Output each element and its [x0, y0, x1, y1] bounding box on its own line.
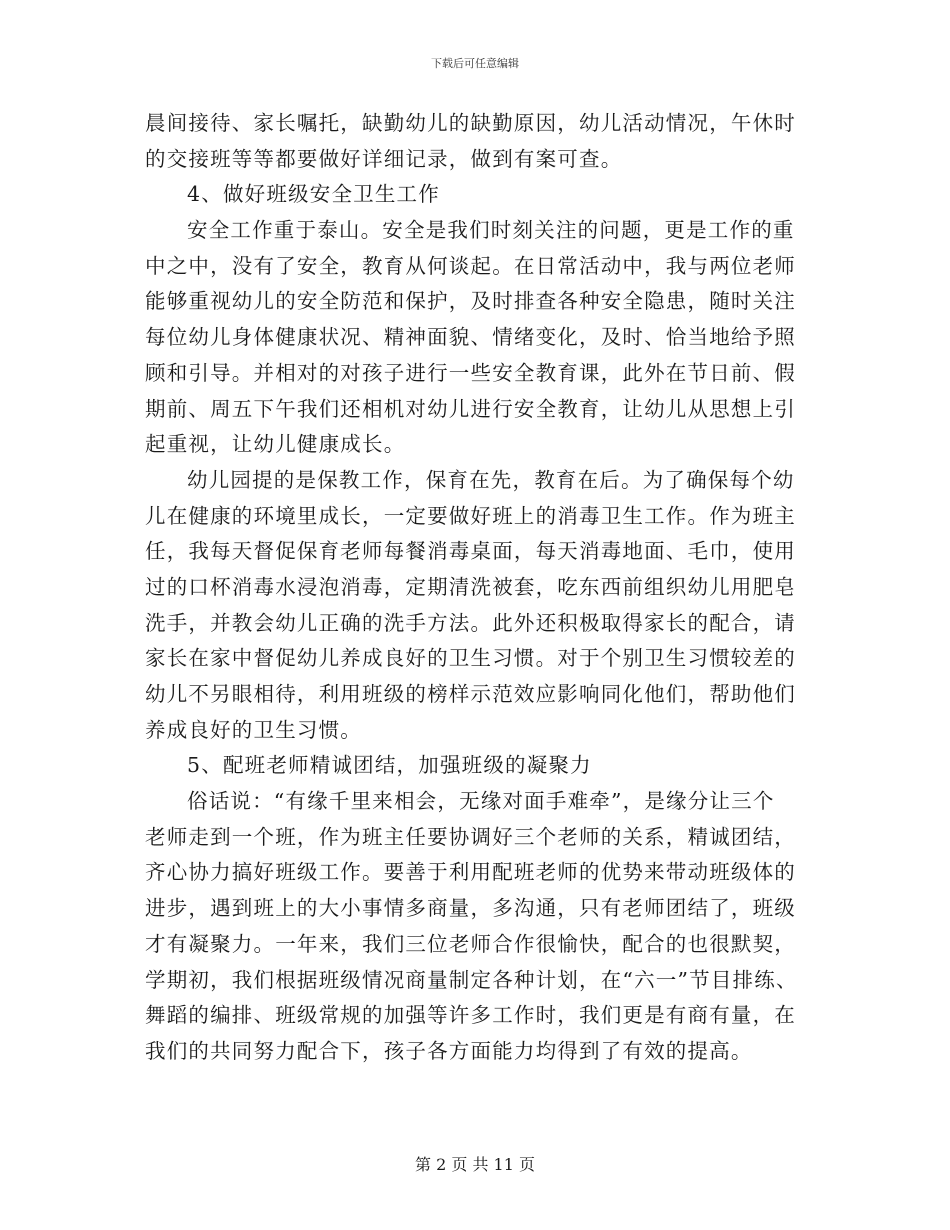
text-line: 晨间接待、家长嘱托，缺勤幼儿的缺勤原因，幼儿活动情况，午休时: [145, 111, 796, 135]
text-line: 才有凝聚力。一年来，我们三位老师合作很愉快，配合的也很默契，: [145, 931, 796, 956]
text-line: 幼儿不另眼相待，利用班级的榜样示范效应影响同化他们，帮助他们: [145, 682, 796, 706]
text-line: 起重视，让幼儿健康成长。: [145, 432, 406, 457]
text-line: 家长在家中督促幼儿养成良好的卫生习惯。对于个别卫生习惯较差的: [145, 646, 796, 671]
page-number-footer: 第 2 页 共 11 页: [415, 1155, 535, 1174]
text-line: 每位幼儿身体健康状况、精神面貌、情绪变化，及时、恰当地给予照: [145, 325, 796, 350]
text-line: 任，我每天督促保育老师每餐消毒桌面，每天消毒地面、毛巾，使用: [145, 539, 796, 564]
text-line: 进步，遇到班上的大小事情多商量，多沟通，只有老师团结了，班级: [145, 896, 796, 921]
text-line: 养成良好的卫生习惯。: [145, 717, 362, 742]
text-line: 过的口杯消毒水浸泡消毒，定期清洗被套，吃东西前组织幼儿用肥皂: [145, 574, 796, 599]
text-line: 中之中，没有了安全，教育从何谈起。在日常活动中，我与两位老师: [145, 253, 796, 278]
text-line: 我们的共同努力配合下，孩子各方面能力均得到了有效的提高。: [145, 1038, 753, 1063]
text-line: 学期初，我们根据班级情况商量制定各种计划，在“六一”节目排练、: [145, 967, 798, 992]
paragraph-start-line: 俗话说：“有缘千里来相会，无缘对面手难牵”，是缘分让三个: [187, 789, 775, 814]
text-line: 能够重视幼儿的安全防范和保护，及时排查各种安全隐患，随时关注: [145, 289, 796, 314]
page-header-note: 下载后可任意编辑: [431, 57, 519, 70]
section-heading: 4、做好班级安全卫生工作: [187, 182, 440, 207]
text-line: 儿在健康的环境里成长，一定要做好班上的消毒卫生工作。作为班主: [145, 503, 796, 528]
text-line: 洗手，并教会幼儿正确的洗手方法。此外还积极取得家长的配合，请: [145, 610, 796, 635]
document-body: [145, 106, 805, 1070]
text-line: 老师走到一个班，作为班主任要协调好三个老师的关系，精诚团结，: [145, 824, 796, 849]
section-heading: 5、配班老师精诚团结，加强班级的凝聚力: [187, 753, 592, 778]
text-line: 顾和引导。并相对的对孩子进行一些安全教育课，此外在节日前、假: [145, 360, 796, 385]
paragraph-start-line: 安全工作重于泰山。安全是我们时刻关注的问题，更是工作的重: [187, 218, 795, 243]
text-line: 齐心协力搞好班级工作。要善于利用配班老师的优势来带动班级体的: [145, 860, 796, 885]
paragraph-start-line: 幼儿园提的是保教工作，保育在先，教育在后。为了确保每个幼: [187, 467, 795, 492]
text-line: 的交接班等等都要做好详细记录，做到有案可查。: [145, 146, 623, 171]
text-line: 舞蹈的编排、班级常规的加强等许多工作时，我们更是有商有量，在: [145, 1003, 796, 1028]
text-line: 期前、周五下午我们还相机对幼儿进行安全教育，让幼儿从思想上引: [145, 396, 796, 421]
